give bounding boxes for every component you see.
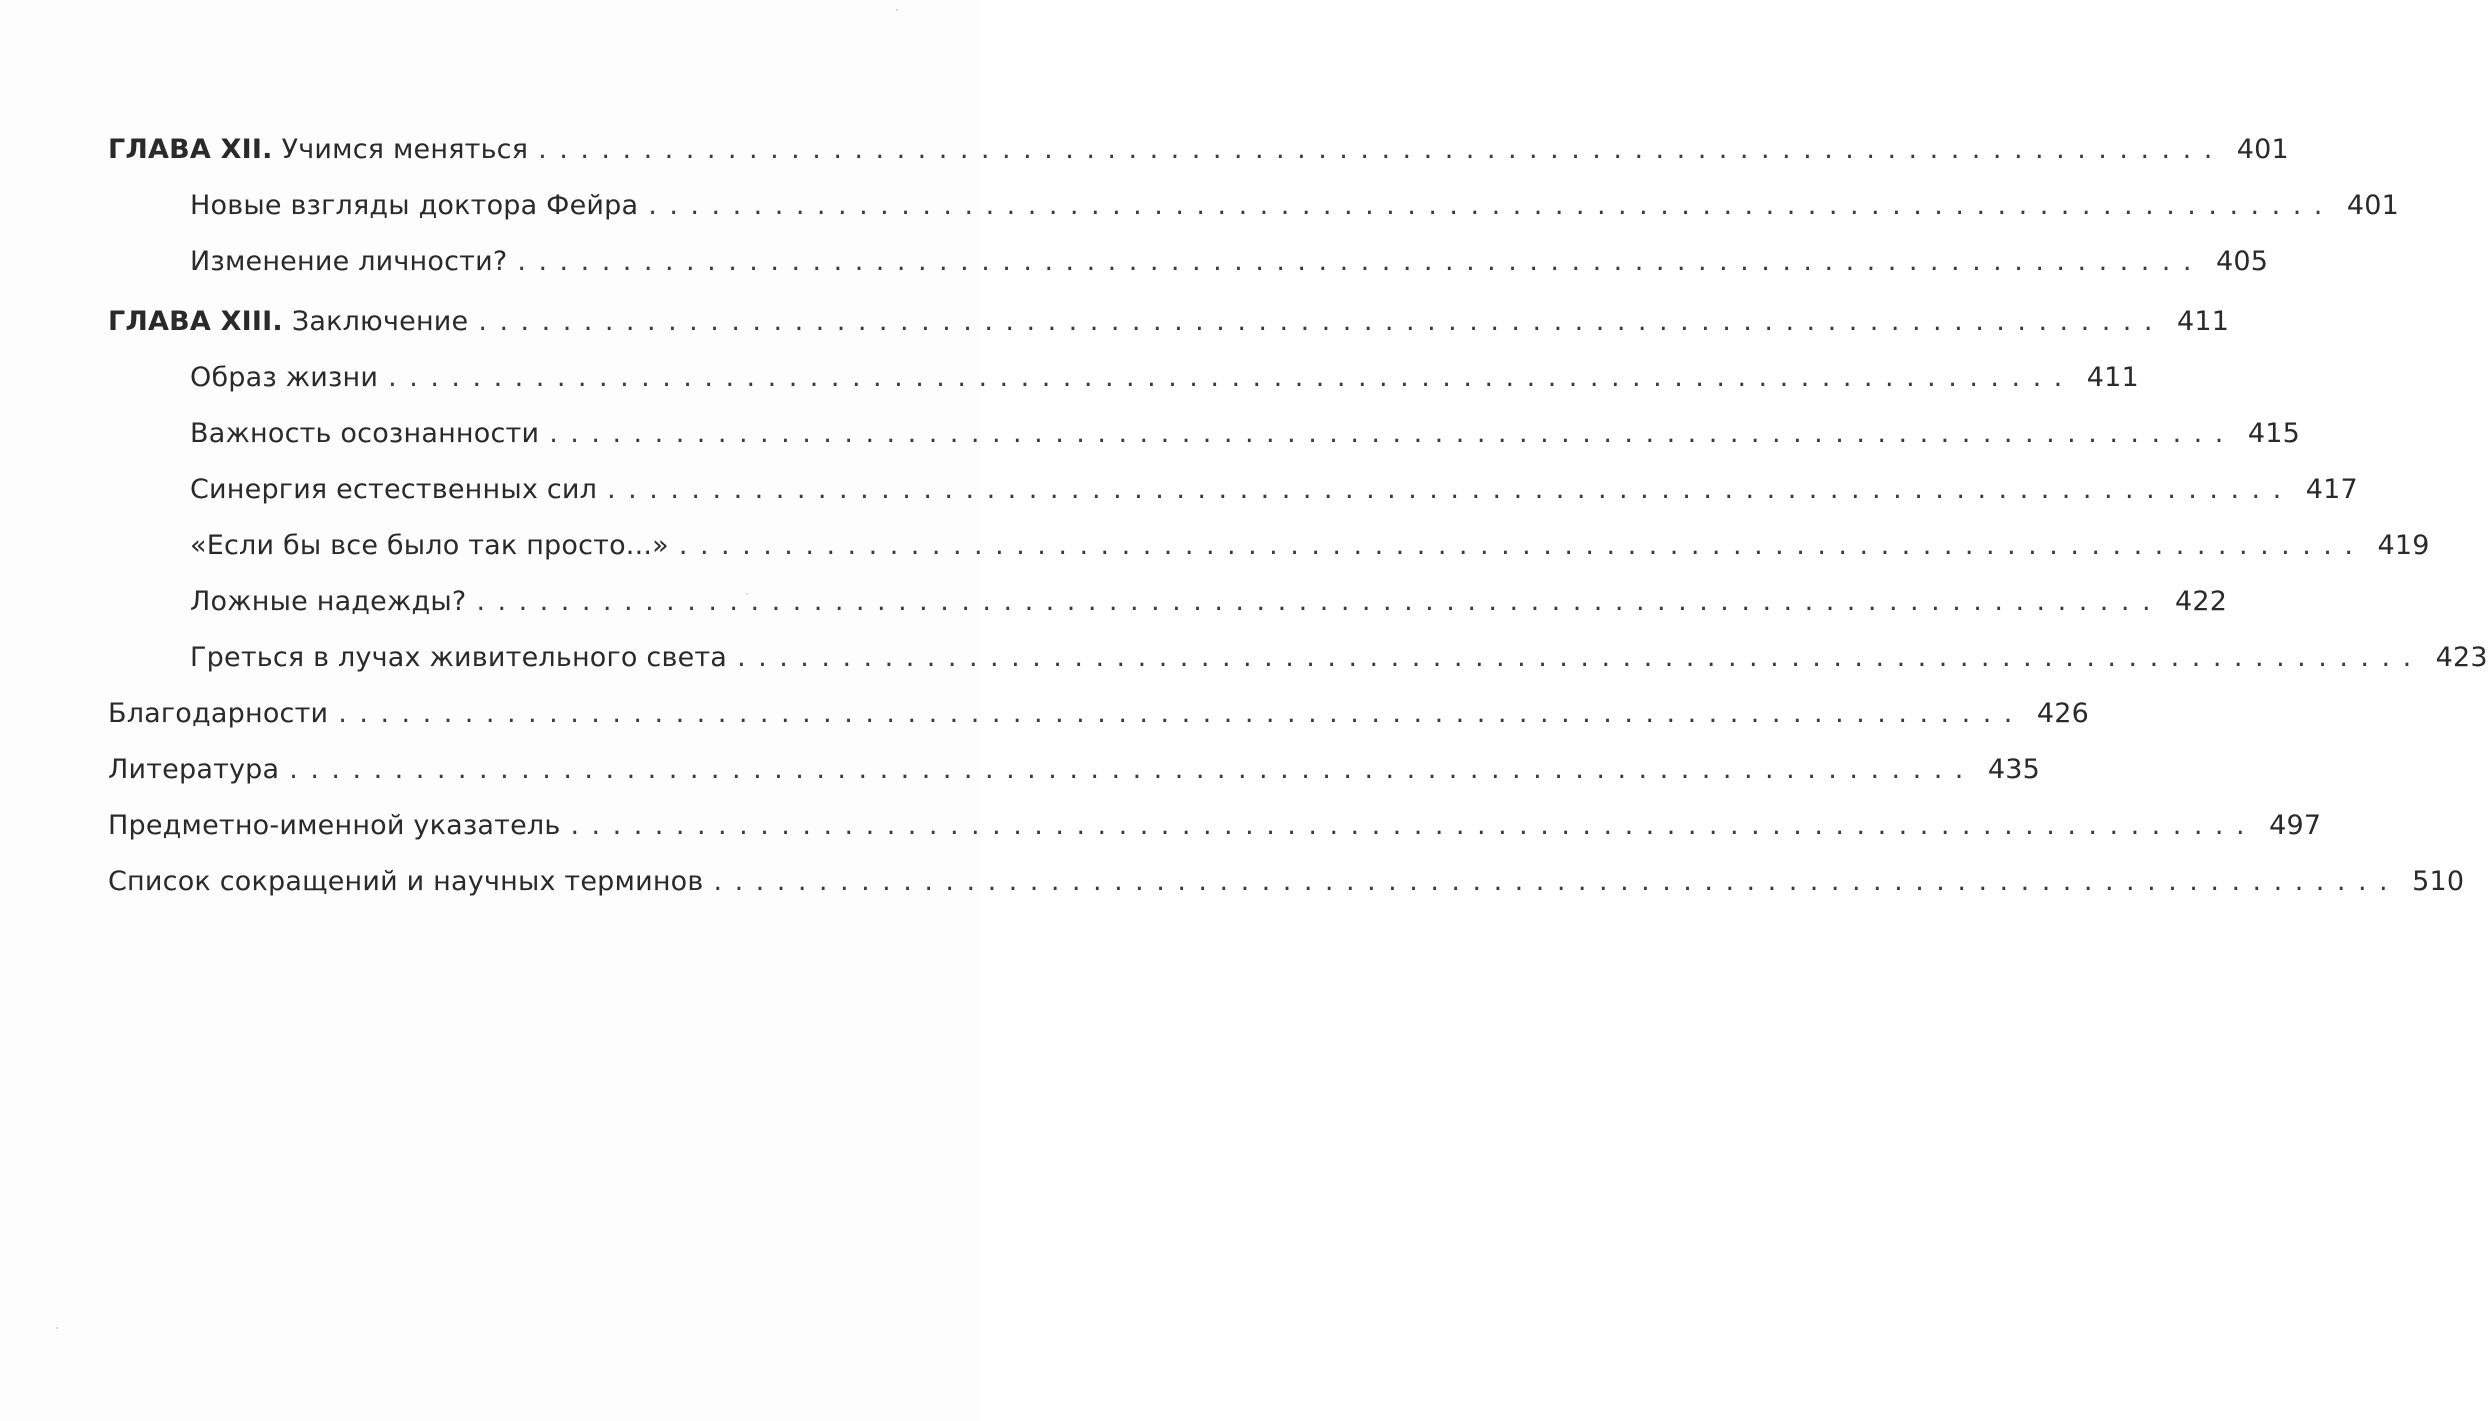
toc-entry-chapter[interactable] xyxy=(108,134,2289,190)
section-title: Новые взгляды доктора Фейра xyxy=(190,190,639,221)
dot-leader: ................................................................................ xyxy=(517,246,2204,277)
page-number: 419 xyxy=(2377,530,2430,561)
speck xyxy=(896,9,898,11)
page-number: 415 xyxy=(2247,418,2300,449)
toc-entry-section[interactable] xyxy=(108,418,2300,474)
dot-leader: ................................................................................ xyxy=(538,134,2225,165)
section-title: Ложные надежды? xyxy=(190,586,467,617)
page-number: 405 xyxy=(2215,246,2269,277)
page-number: 401 xyxy=(2236,134,2289,165)
dot-leader: ................................................................................ xyxy=(388,362,2075,393)
toc-entry-backmatter[interactable] xyxy=(108,810,2322,866)
backmatter-title: Список сокращений и научных терминов xyxy=(108,866,704,897)
toc-entry-backmatter[interactable] xyxy=(108,866,2465,922)
dot-leader: ................................................................................ xyxy=(338,698,2025,729)
toc-entry-section[interactable] xyxy=(108,642,2488,698)
chapter-prefix: ГЛАВА XIII. xyxy=(108,306,283,337)
section-title: Образ жизни xyxy=(190,362,379,393)
dot-leader: ................................................................................ xyxy=(648,190,2335,221)
dot-leader: ................................................................................ xyxy=(478,306,2165,337)
dot-leader: ................................................................................ xyxy=(289,754,1976,785)
speck xyxy=(56,1327,58,1329)
page-number: 423 xyxy=(2435,642,2488,673)
toc-entry-label xyxy=(108,306,468,337)
toc-entry-section[interactable] xyxy=(108,474,2358,530)
page-number: 411 xyxy=(2176,306,2230,337)
section-title: Важность осознанности xyxy=(190,418,540,449)
toc-entry-backmatter[interactable] xyxy=(108,698,2090,754)
dot-leader: ................................................................................ xyxy=(713,866,2401,897)
toc-entry-section[interactable] xyxy=(108,530,2430,586)
page-number: 510 xyxy=(2412,866,2465,897)
toc-entry-chapter[interactable] xyxy=(108,306,2230,362)
section-title: Синергия естественных сил xyxy=(190,474,598,505)
page-number: 417 xyxy=(2305,474,2358,505)
section-title: Греться в лучах живительного света xyxy=(190,642,728,673)
page-number: 422 xyxy=(2175,586,2228,617)
chapter-title: Учимся меняться xyxy=(281,134,529,165)
page-number: 411 xyxy=(2086,362,2139,393)
dot-leader: ................................................................................ xyxy=(570,810,2258,841)
page-number: 401 xyxy=(2346,190,2400,221)
toc-entry-backmatter[interactable] xyxy=(108,754,2041,810)
dot-leader: ................................................................................ xyxy=(737,642,2424,673)
chapter-title: Заключение xyxy=(291,306,469,337)
toc-entry-section[interactable] xyxy=(108,362,2139,418)
page-number: 426 xyxy=(2036,698,2090,729)
toc-entry-label xyxy=(108,134,528,165)
backmatter-title: Благодарности xyxy=(108,698,329,729)
chapter-prefix: ГЛАВА XII. xyxy=(108,134,273,165)
section-title: Изменение личности? xyxy=(190,246,508,277)
dot-leader: ................................................................................ xyxy=(476,586,2164,617)
dot-leader: ................................................................................ xyxy=(607,474,2294,505)
toc-entry-section[interactable] xyxy=(108,190,2400,246)
toc-entry-section[interactable] xyxy=(108,586,2228,642)
backmatter-title: Предметно-именной указатель xyxy=(108,810,561,841)
backmatter-title: Литература xyxy=(108,754,280,785)
section-title: «Если бы все было так просто...» xyxy=(190,530,669,561)
page-number: 435 xyxy=(1987,754,2041,785)
toc-entry-section[interactable] xyxy=(108,246,2269,302)
dot-leader: ................................................................................ xyxy=(678,530,2366,561)
table-of-contents xyxy=(108,134,2488,922)
page-number: 497 xyxy=(2269,810,2322,841)
dot-leader: ................................................................................ xyxy=(549,418,2236,449)
